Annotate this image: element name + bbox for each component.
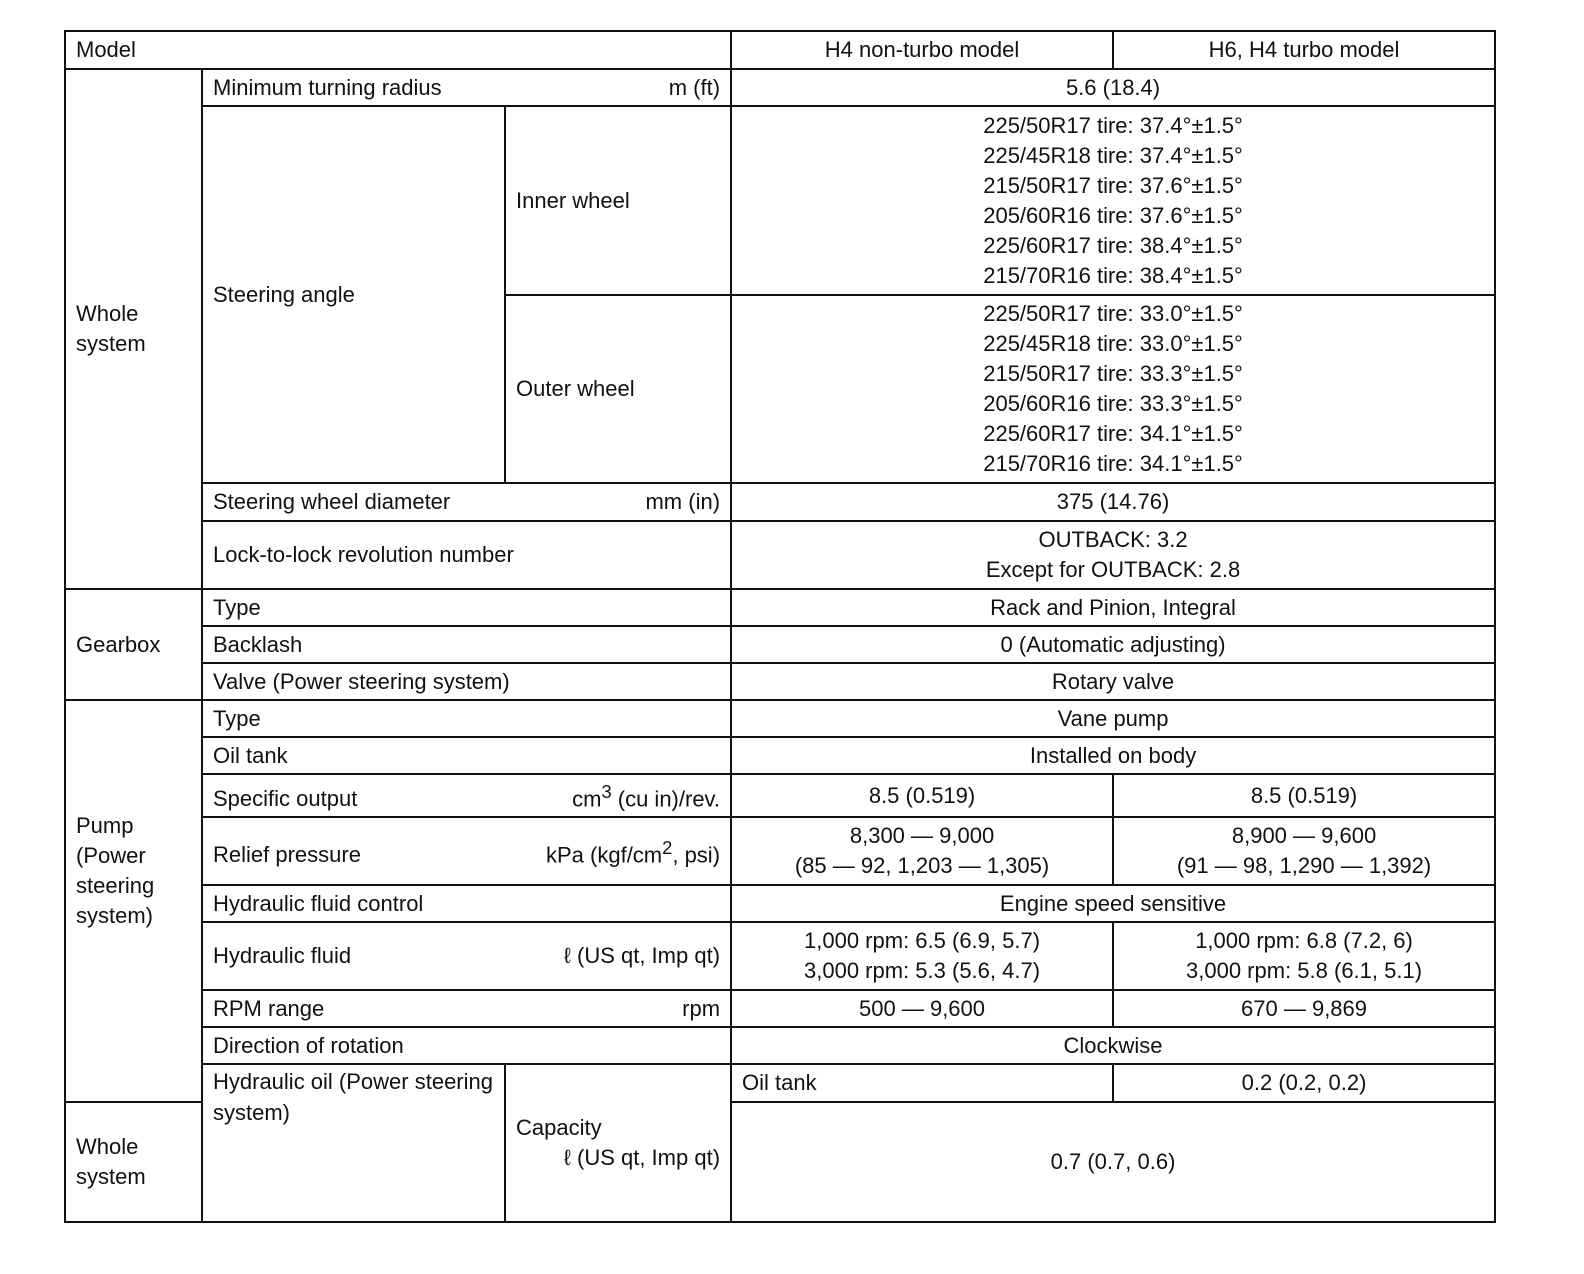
whole-system-group-label: Whole system: [65, 69, 202, 589]
turning-radius-value: 5.6 (18.4): [731, 69, 1495, 106]
rpm-range-row: [65, 990, 1495, 1027]
h4-non-turbo-header: H4 non-turbo model: [731, 31, 1113, 69]
wheel-diameter-row: [65, 483, 1495, 521]
outer-wheel-label: Outer wheel: [505, 295, 731, 483]
hydraulic-fluid-unit: ℓ (US qt, Imp qt): [563, 943, 721, 969]
lock-to-lock-except-outback: Except for OUTBACK: 2.8: [985, 557, 1241, 582]
inner-wheel-value: 215/70R16 tire: 38.4°±1.5°: [983, 262, 1243, 288]
inner-wheel-value: 205/60R16 tire: 37.6°±1.5°: [983, 202, 1243, 228]
valve-value: Rotary valve: [731, 663, 1495, 700]
inner-wheel-row: [65, 106, 1495, 295]
wheel-diameter-value: 375 (14.76): [731, 483, 1495, 521]
hydraulic-fluid-turbo-value: 1,000 rpm: 6.8 (7.2, 6) 3,000 rpm: 5.8 (6.1, 5.1): [1113, 922, 1495, 990]
pump-oil-tank-row: [65, 737, 1495, 774]
lock-to-lock-outback: OUTBACK: 3.2: [1038, 527, 1188, 552]
relief-pressure-row: [65, 817, 1495, 885]
header-row: [65, 31, 1495, 69]
outer-wheel-value: 225/45R18 tire: 33.0°±1.5°: [983, 331, 1243, 356]
hydraulic-fluid-row: [65, 922, 1495, 990]
lock-to-lock-label: Lock-to-lock revolution number: [202, 521, 731, 589]
backlash-row: [65, 626, 1495, 663]
rpm-range-turbo-value: 670 — 9,869: [1113, 990, 1495, 1027]
relief-pressure-h4-value: 8,300 — 9,000 (85 — 92, 1,203 — 1,305): [731, 817, 1113, 885]
hydraulic-fluid-label: Hydraulic fluid: [213, 943, 352, 969]
outer-wheel-value: 215/70R16 tire: 34.1°±1.5°: [983, 451, 1243, 476]
capacity-unit: ℓ (US qt, Imp qt): [563, 1145, 721, 1171]
rotation-value: Clockwise: [731, 1027, 1495, 1064]
inner-wheel-label: Inner wheel: [505, 106, 731, 295]
specific-output-turbo-value: 8.5 (0.519): [1113, 774, 1495, 817]
fluid-control-label: Hydraulic fluid control: [202, 885, 731, 922]
outer-wheel-values: [731, 295, 1495, 483]
valve-row: [65, 663, 1495, 700]
whole-system-capacity-value: 0.7 (0.7, 0.6): [731, 1102, 1495, 1222]
pump-group-label: Pump (Power steering system): [65, 700, 202, 1102]
specific-output-unit: $cm^3$ (cu in)/rev.: [572, 781, 721, 812]
fluid-control-row: [65, 885, 1495, 922]
hydraulic-fluid-h4-value: 1,000 rpm: 6.5 (6.9, 5.7) 3,000 rpm: 5.3 (5.6, 4.7): [731, 922, 1113, 990]
gearbox-type-row: [65, 589, 1495, 626]
fluid-control-value: Engine speed sensitive: [731, 885, 1495, 922]
valve-label: Valve (Power steering system): [202, 663, 731, 700]
outer-wheel-value: 225/50R17 tire: 33.0°±1.5°: [983, 301, 1243, 326]
inner-wheel-values: [731, 106, 1495, 295]
relief-pressure-turbo-value: 8,900 — 9,600 (91 — 98, 1,290 — 1,392): [1113, 817, 1495, 885]
relief-pressure-unit: kPa ($kgf/cm^2$, psi): [546, 836, 721, 867]
outer-wheel-value: 225/60R17 tire: 34.1°±1.5°: [983, 421, 1243, 446]
backlash-value: 0 (Automatic adjusting): [731, 626, 1495, 663]
hydraulic-fluid-label-cell: [202, 922, 731, 990]
rotation-label: Direction of rotation: [202, 1027, 731, 1064]
h6-h4-turbo-header: H6, H4 turbo model: [1113, 31, 1495, 69]
rpm-range-h4-value: 500 — 9,600: [731, 990, 1113, 1027]
hydraulic-oil-group-label: Hydraulic oil (Power steering system): [202, 1064, 505, 1222]
lock-to-lock-values: [731, 521, 1495, 589]
wheel-diameter-label: Steering wheel diameter: [213, 489, 451, 514]
wheel-diameter-label-cell: [202, 483, 731, 521]
relief-pressure-label: Relief pressure: [213, 841, 361, 867]
capacity-label: Capacity: [516, 1115, 602, 1141]
whole-system-label: Whole system: [65, 1102, 202, 1222]
inner-wheel-value: 225/60R17 tire: 38.4°±1.5°: [983, 232, 1243, 258]
inner-wheel-value: 225/45R18 tire: 37.4°±1.5°: [983, 142, 1243, 168]
rpm-range-unit: rpm: [682, 995, 721, 1021]
specific-output-label: Specific output: [213, 786, 358, 812]
model-header: Model: [65, 31, 731, 69]
oil-tank-capacity-value: 0.2 (0.2, 0.2): [1113, 1064, 1495, 1102]
specific-output-row: [65, 774, 1495, 817]
gearbox-type-label: Type: [202, 589, 731, 626]
outer-wheel-value: 205/60R16 tire: 33.3°±1.5°: [983, 391, 1243, 416]
specific-output-h4-value: 8.5 (0.519): [731, 774, 1113, 817]
pump-oil-tank-value: Installed on body: [731, 737, 1495, 774]
inner-wheel-value: 215/50R17 tire: 37.6°±1.5°: [983, 172, 1243, 198]
pump-type-label: Type: [202, 700, 731, 737]
oil-tank-label: Oil tank: [731, 1064, 1113, 1102]
hydraulic-oil-tank-row: [65, 1064, 1495, 1102]
wheel-diameter-unit: mm (in): [645, 489, 721, 514]
relief-pressure-label-cell: [202, 817, 731, 885]
turning-radius-unit: m (ft): [668, 74, 721, 100]
steering-angle-label: Steering angle: [202, 106, 505, 483]
specific-output-label-cell: [202, 774, 731, 817]
turning-radius-label-cell: [202, 69, 731, 106]
rotation-row: [65, 1027, 1495, 1064]
capacity-label-cell: [505, 1064, 731, 1222]
turning-radius-row: [65, 69, 1495, 106]
inner-wheel-value: 225/50R17 tire: 37.4°±1.5°: [983, 112, 1243, 138]
rpm-range-label-cell: [202, 990, 731, 1027]
pump-oil-tank-label: Oil tank: [202, 737, 731, 774]
gearbox-type-value: Rack and Pinion, Integral: [731, 589, 1495, 626]
lock-to-lock-row: [65, 521, 1495, 589]
rpm-range-label: RPM range: [213, 995, 325, 1021]
backlash-label: Backlash: [202, 626, 731, 663]
pump-type-value: Vane pump: [731, 700, 1495, 737]
outer-wheel-value: 215/50R17 tire: 33.3°±1.5°: [983, 361, 1243, 386]
gearbox-group-label: Gearbox: [65, 589, 202, 700]
turning-radius-label: Minimum turning radius: [213, 74, 442, 100]
pump-type-row: [65, 700, 1495, 737]
specifications-table: [64, 30, 1496, 1223]
